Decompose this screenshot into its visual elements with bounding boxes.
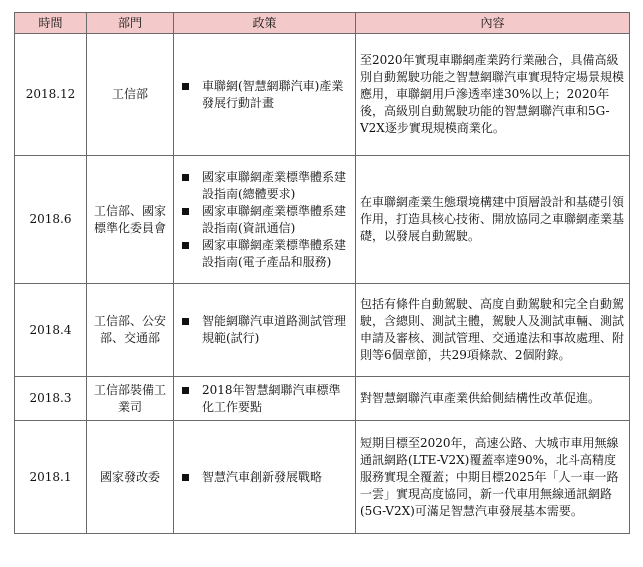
row-content: 至2020年實現車聯網產業跨行業融合，具備高級別自動駕駛功能之智慧網聯汽車實現特定場景規模應用，車聯網用戶滲透率達30%以上；2020年後，高級別自動駕駛功能的智慧網聯汽車和5G-V2X逐步實現規模商業化。 bbox=[356, 34, 630, 156]
policy-list bbox=[178, 313, 351, 347]
row-dept: 工信部 bbox=[87, 34, 174, 156]
table-row bbox=[15, 421, 630, 534]
row-policy bbox=[174, 377, 356, 421]
policy-text: 智慧汽車創新發展戰略 bbox=[202, 469, 323, 484]
row-content: 對智慧網聯汽車產業供給側結構性改革促進。 bbox=[356, 377, 630, 421]
row-dept: 工信部、國家標準化委員會 bbox=[87, 156, 174, 284]
policy-text: 智能網聯汽車道路測試管理規範(試行) bbox=[202, 314, 347, 345]
row-policy bbox=[174, 156, 356, 284]
row-dept: 工信部、公安部、交通部 bbox=[87, 284, 174, 377]
square-bullet-icon bbox=[182, 174, 189, 181]
row-time: 2018.6 bbox=[15, 156, 87, 284]
table-row bbox=[15, 284, 630, 377]
square-bullet-icon bbox=[182, 318, 189, 325]
header-policy: 政策 bbox=[174, 13, 356, 34]
policy-text: 2018年智慧網聯汽車標準化工作要點 bbox=[202, 382, 341, 414]
policy-item bbox=[178, 469, 351, 486]
header-row bbox=[15, 13, 630, 34]
row-policy bbox=[174, 421, 356, 534]
row-content: 包括有條件自動駕駛、高度自動駕駛和完全自動駕駛，含總則、測試主體，駕駛人及測試車輛、測試申請及審核、測試管理、交通違法和事故處理、附則等6個章節，共29項條款、2個附錄。 bbox=[356, 284, 630, 377]
square-bullet-icon bbox=[182, 387, 189, 394]
square-bullet-icon bbox=[182, 242, 189, 249]
row-dept: 國家發改委 bbox=[87, 421, 174, 534]
row-time: 2018.12 bbox=[15, 34, 87, 156]
row-time: 2018.1 bbox=[15, 421, 87, 534]
row-time: 2018.4 bbox=[15, 284, 87, 377]
policy-text: 車聯網(智慧網聯汽車)產業發展行動計畫 bbox=[202, 78, 344, 110]
policy-text: 國家車聯網產業標準體系建設指南(資訊通信) bbox=[202, 203, 347, 235]
row-content: 在車聯網產業生態環境構建中頂層設計和基礎引領作用，打造具核心技術、開放協同之車聯網產業基礎，以發展自動駕駛。 bbox=[356, 156, 630, 284]
row-dept: 工信部裝備工業司 bbox=[87, 377, 174, 421]
table-row bbox=[15, 156, 630, 284]
table-row bbox=[15, 34, 630, 156]
policy-item bbox=[178, 237, 351, 271]
policy-list bbox=[178, 78, 351, 112]
policy-text: 國家車聯網產業標準體系建設指南(電子產品和服務) bbox=[202, 237, 347, 269]
policy-item bbox=[178, 313, 351, 347]
header-content: 內容 bbox=[356, 13, 630, 34]
row-time: 2018.3 bbox=[15, 377, 87, 421]
row-policy bbox=[174, 284, 356, 377]
row-policy bbox=[174, 34, 356, 156]
policy-item bbox=[178, 382, 351, 416]
policy-item bbox=[178, 203, 351, 237]
policy-table bbox=[14, 12, 630, 534]
header-time: 時間 bbox=[15, 13, 87, 34]
policy-text: 國家車聯網產業標準體系建設指南(總體要求) bbox=[202, 169, 347, 201]
square-bullet-icon bbox=[182, 83, 189, 90]
square-bullet-icon bbox=[182, 208, 189, 215]
square-bullet-icon bbox=[182, 474, 189, 481]
header-dept: 部門 bbox=[87, 13, 174, 34]
policy-list bbox=[178, 469, 351, 486]
policy-list bbox=[178, 169, 351, 271]
policy-table-wrapper bbox=[14, 12, 630, 534]
policy-item bbox=[178, 169, 351, 203]
row-content: 短期目標至2020年，高速公路、大城市車用無線通訊網路(LTE-V2X)覆蓋率達90%，北斗高精度服務實現全覆蓋；中期目標2025年「人一車一路一雲」實現高度協同，新一代車用無線通訊網路(5G-V2X)可滿足智慧汽車發展基本需要。 bbox=[356, 421, 630, 534]
policy-item bbox=[178, 78, 351, 112]
policy-list bbox=[178, 382, 351, 416]
table-row bbox=[15, 377, 630, 421]
